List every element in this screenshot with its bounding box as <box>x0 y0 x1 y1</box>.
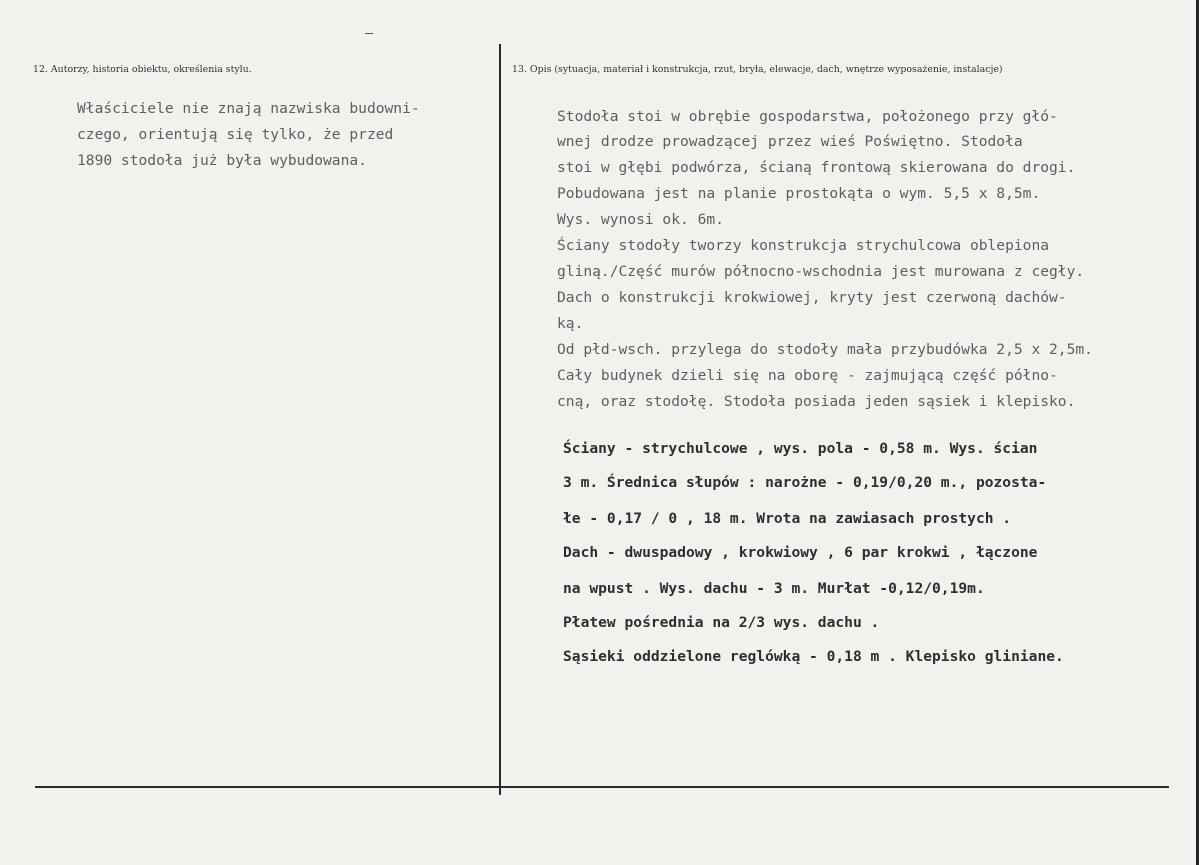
details-line: 3 m. Średnica słupów : narożne - 0,19/0,20 m., pozosta- <box>563 474 1047 491</box>
description-line: ką. <box>557 315 584 332</box>
description-line: stoi w głębi podwórza, ścianą frontową skierowana do drogi. <box>557 159 1076 176</box>
description-line: wnej drodze prowadzącej przez wieś Poświętno. Stodoła <box>557 133 1023 150</box>
details-line: Płatew pośrednia na 2/3 wys. dachu . <box>563 614 880 631</box>
left-text-line: Właściciele nie znają nazwiska budowni- <box>77 100 420 117</box>
description-line: Od płd-wsch. przylega do stodoły mała przybudówka 2,5 x 2,5m. <box>557 341 1093 358</box>
description-line: Dach o konstrukcji krokwiowej, kryty jest czerwoną dachów- <box>557 289 1067 306</box>
details-line: Sąsieki oddzielone reglówką - 0,18 m . Klepisko gliniane. <box>563 648 1064 665</box>
bottom-rule-right <box>501 786 1169 788</box>
top-dash-mark <box>365 33 373 34</box>
bottom-rule-left <box>35 786 499 788</box>
right-column-header: 13. Opis (sytuacja, materiał i konstrukcja, rzut, bryła, elewacje, dach, wnętrze wyposażenie, instalacje) <box>512 64 1003 75</box>
details-line: na wpust . Wys. dachu - 3 m. Murłat -0,12/0,19m. <box>563 580 985 597</box>
description-line: Cały budynek dzieli się na oborę - zajmującą część półno- <box>557 367 1058 384</box>
details-line: Dach - dwuspadowy , krokwiowy , 6 par krokwi , łączone <box>563 544 1038 561</box>
details-line: łe - 0,17 / 0 , 18 m. Wrota na zawiasach prostych . <box>563 510 1012 527</box>
description-line: Ściany stodoły tworzy konstrukcja strychulcowa oblepiona <box>557 237 1050 254</box>
details-line: Ściany - strychulcowe , wys. pola - 0,58 m. Wys. ścian <box>563 440 1038 457</box>
left-text-line: czego, orientują się tylko, że przed <box>77 126 394 143</box>
description-line: Stodoła stoi w obrębie gospodarstwa, położonego przy głó- <box>557 108 1058 125</box>
column-divider <box>499 44 501 795</box>
left-text-line: 1890 stodoła już była wybudowana. <box>77 152 367 169</box>
description-line: Pobudowana jest na planie prostokąta o wym. 5,5 x 8,5m. <box>557 185 1041 202</box>
description-line: gliną./Część murów północno-wschodnia jest murowana z cegły. <box>557 263 1085 280</box>
description-line: Wys. wynosi ok. 6m. <box>557 211 724 228</box>
description-line: cną, oraz stodołę. Stodoła posiada jeden sąsiek i klepisko. <box>557 393 1076 410</box>
left-column-header: 12. Autorzy, historia obiektu, określenia stylu. <box>33 64 252 75</box>
